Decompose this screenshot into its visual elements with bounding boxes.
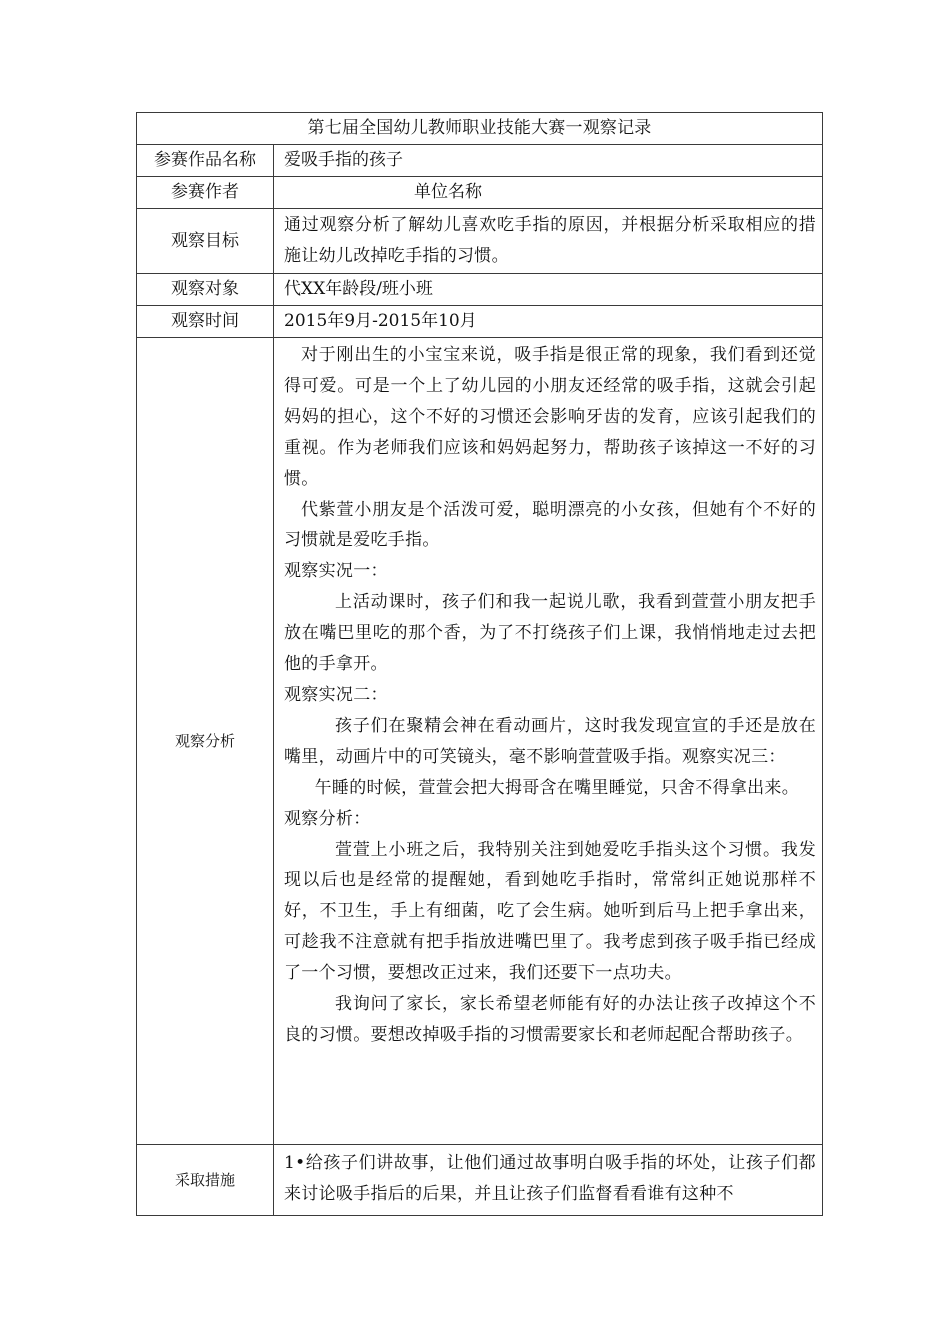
analysis-row xyxy=(137,338,823,1145)
analysis-paragraph: 我询问了家长，家长希望老师能有好的办法让孩子改掉这个不良的习惯。要想改掉吸手指的习惯需要家长和老师起配合帮助孩子。 xyxy=(284,994,816,1045)
object-value: 代XX年龄段/班小班 xyxy=(274,274,823,306)
analysis-paragraph: 代紫萱小朋友是个活泼可爱，聪明漂亮的小女孩，但她有个不好的习惯就是爱吃手指。 xyxy=(284,499,816,551)
analysis-paragraph: 上活动课时，孩子们和我一起说儿歌，我看到萱萱小朋友把手放在嘴巴里吃的那个香，为了不打绕孩子们上课，我悄悄地走过去把他的手拿开。 xyxy=(284,592,816,675)
measure-row xyxy=(137,1145,823,1216)
measure-text: 1•给孩子们讲故事，让他们通过故事明白吸手指的坏处，让孩子们都来讨论吸手指后的后果，并且让孩子们监督看看谁有这种不 xyxy=(284,1153,816,1204)
analysis-body xyxy=(274,338,822,1051)
author-label: 参赛作者 xyxy=(137,177,274,209)
analysis-paragraph: 萱萱上小班之后，我特别关注到她爱吃手指头这个习惯。我发现以后也是经常的提醒她，看到她吃手指时，常常纠正她说那样不好，不卫生，手上有细菌，吃了会生病。她听到后马上把手拿出来，可趁我不注意就有把手指放进嘴巴里了。我考虑到孩子吸手指已经成了一个习惯，要想改正过来，我们还要下一点功夫。 xyxy=(284,839,816,984)
analysis-paragraph: 孩子们在聚精会神在看动画片，这时我发现宣宣的手还是放在嘴里，动画片中的可笑镜头，毫不影响萱萱吸手指。观察实况三： xyxy=(284,715,816,767)
measure-body xyxy=(274,1146,822,1214)
analysis-cell xyxy=(274,338,823,1145)
time-row xyxy=(137,306,823,338)
analysis-paragraph: 午睡的时候，萱萱会把大拇哥含在嘴里睡觉，只舍不得拿出来。 xyxy=(314,777,799,798)
measure-cell xyxy=(274,1145,823,1216)
object-row xyxy=(137,274,823,306)
analysis-paragraph: 对于刚出生的小宝宝来说，吸手指是很正常的现象，我们看到还觉得可爱。可是一个上了幼儿园的小朋友还经常的吸手指，这就会引起妈妈的担心，这个不好的习惯还会影响牙齿的发育，应该引起我们的重视。作为老师我们应该和妈妈起努力，帮助孩子该掉这一不好的习惯。 xyxy=(284,345,816,489)
analysis-subheading: 观察实况一： xyxy=(284,561,388,582)
time-value: 2015年9月-2015年10月 xyxy=(274,306,823,338)
work-name-label: 参赛作品名称 xyxy=(137,145,274,177)
goal-label: 观察目标 xyxy=(137,209,274,274)
measure-label: 采取措施 xyxy=(137,1145,274,1216)
observation-record-sheet xyxy=(136,112,822,1216)
analysis-subheading: 观察分析： xyxy=(284,808,371,829)
analysis-label: 观察分析 xyxy=(137,338,274,1145)
work-name-row xyxy=(137,145,823,177)
goal-text: 通过观察分析了解幼儿喜欢吃手指的原因，并根据分析采取相应的措施让幼儿改掉吃手指的习惯。 xyxy=(284,215,816,266)
analysis-subheading: 观察实况二： xyxy=(284,684,388,705)
object-label: 观察对象 xyxy=(137,274,274,306)
time-label: 观察时间 xyxy=(137,306,274,338)
author-row xyxy=(137,177,823,209)
title-row xyxy=(137,113,823,145)
author-value: 单位名称 xyxy=(274,177,823,209)
document-title: 第七届全国幼儿教师职业技能大赛一观察记录 xyxy=(137,113,823,145)
goal-row xyxy=(137,209,823,274)
observation-record-table xyxy=(136,112,823,1216)
goal-value xyxy=(274,209,823,274)
work-name-value: 爱吸手指的孩子 xyxy=(274,145,823,177)
